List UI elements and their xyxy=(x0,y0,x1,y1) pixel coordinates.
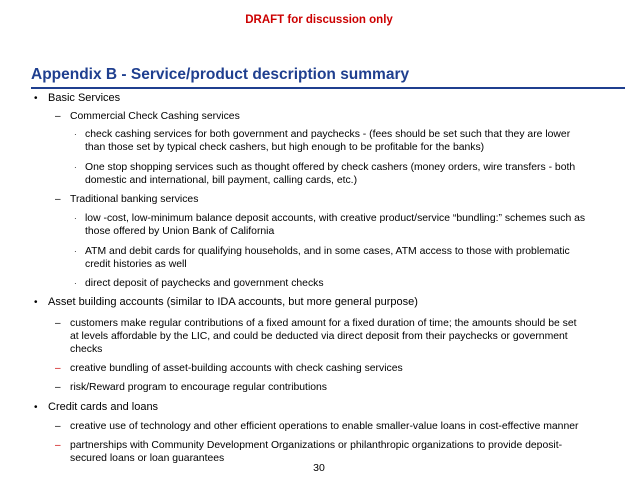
asset-item-1-line-3: checks xyxy=(70,344,103,355)
banking-services-label: Traditional banking services xyxy=(70,194,199,205)
dot-marker: · xyxy=(74,279,77,288)
dash-marker: – xyxy=(55,382,61,393)
check-cashing-item-2-line-2: domestic and international, bill payment, calling cards, etc.) xyxy=(85,175,358,186)
dash-marker: – xyxy=(55,421,61,432)
dash-marker: – xyxy=(55,440,61,451)
title-divider xyxy=(31,87,625,89)
banking-item-3: direct deposit of paychecks and government checks xyxy=(85,278,324,289)
dot-marker: · xyxy=(74,247,77,256)
asset-building-label: Asset building accounts (similar to IDA accounts, but more general purpose) xyxy=(48,296,418,308)
check-cashing-item-1-line-2: than those set by typical check cashers, but high enough to be profitable for the banks) xyxy=(85,142,485,153)
bullet-marker: • xyxy=(34,402,38,413)
asset-item-2: creative bundling of asset-building accounts with check cashing services xyxy=(70,363,403,374)
dash-marker: – xyxy=(55,111,61,122)
banking-item-1-line-1: low -cost, low-minimum balance deposit accounts, with creative product/service “bundling:” schemes such as xyxy=(85,213,586,224)
asset-item-1-line-1: customers make regular contributions of a fixed amount for a fixed duration of time; the amounts should be set xyxy=(70,318,577,329)
dash-marker: – xyxy=(55,318,61,329)
check-cashing-label: Commercial Check Cashing services xyxy=(70,111,240,122)
page-number: 30 xyxy=(313,462,325,474)
page-title: Appendix B - Service/product description summary xyxy=(31,66,410,83)
banking-item-2-line-1: ATM and debit cards for qualifying households, and in some cases, ATM access to those with problematic xyxy=(85,246,570,257)
basic-services-label: Basic Services xyxy=(48,92,121,104)
check-cashing-item-1-line-1: check cashing services for both government and paychecks - (fees should be set such that they are lower xyxy=(85,129,571,140)
banking-item-1-line-2: those offered by Union Bank of California xyxy=(85,226,275,237)
bullet-marker: • xyxy=(34,297,38,308)
credit-item-2-line-2: secured loans or loan guarantees xyxy=(70,453,225,464)
dash-marker: – xyxy=(55,363,61,374)
credit-item-1: creative use of technology and other efficient operations to enable smaller-value loans in cost-effective manner xyxy=(70,421,579,432)
credit-loans-label: Credit cards and loans xyxy=(48,401,159,413)
dot-marker: · xyxy=(74,163,77,172)
dot-marker: · xyxy=(74,130,77,139)
asset-item-1-line-2: at levels affordable by the LIC, and could be deducted via direct deposit from their paychecks or government xyxy=(70,331,568,342)
asset-item-3: risk/Reward program to encourage regular contributions xyxy=(70,382,328,393)
dash-marker: – xyxy=(55,194,61,205)
banking-item-2-line-2: credit histories as well xyxy=(85,259,187,270)
credit-item-2-line-1: partnerships with Community Development Organizations or philanthropic organizations to provide deposit- xyxy=(70,440,563,451)
dot-marker: · xyxy=(74,214,77,223)
check-cashing-item-2-line-1: One stop shopping services such as thought offered by check cashers (money orders, wire transfers - both xyxy=(85,162,576,173)
draft-banner: DRAFT for discussion only xyxy=(245,14,393,26)
bullet-marker: • xyxy=(34,93,38,104)
